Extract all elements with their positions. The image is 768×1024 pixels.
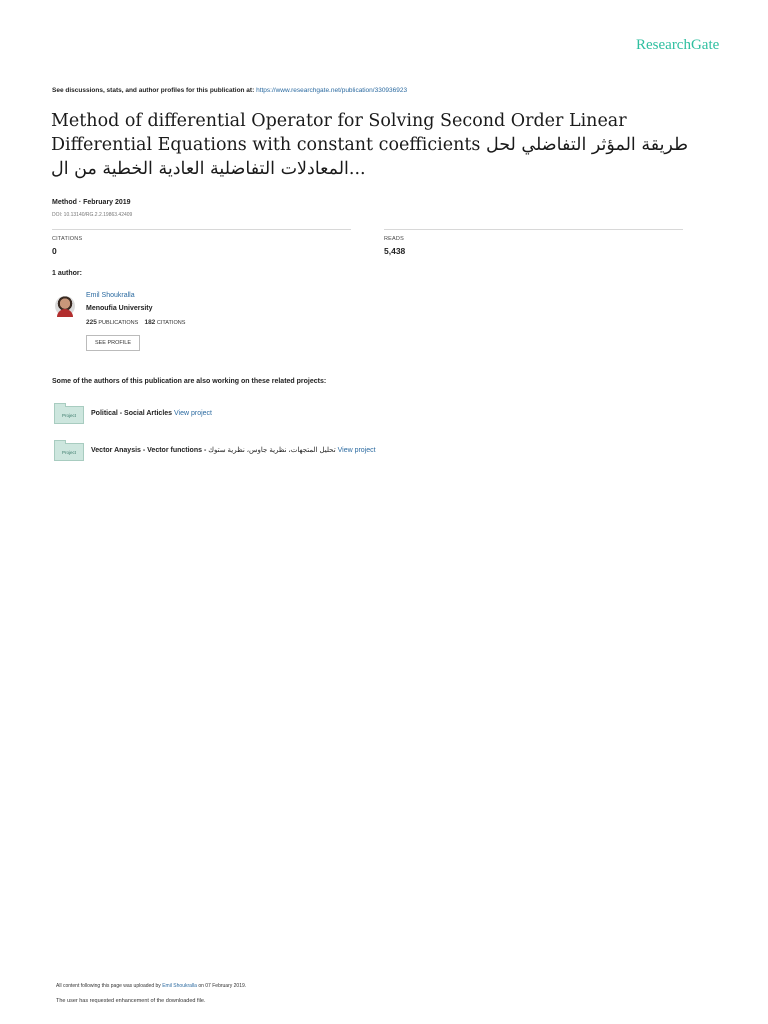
project-title: Political - Social Articles [91,410,173,417]
discussion-prefix: See discussions, stats, and author profiles for this publication at: [52,87,255,94]
author-citations-label: CITATIONS [156,320,186,326]
authors-heading: 1 author: [52,270,82,277]
reads-value: 5,438 [384,246,406,256]
discussion-line [52,87,407,94]
see-profile-button[interactable]: SEE PROFILE [86,335,140,351]
reads-label: READS [384,236,404,242]
citations-value: 0 [52,246,57,256]
view-project-link[interactable]: View project [337,447,376,454]
upload-note [56,983,246,989]
project-badge-label: Project [61,412,76,418]
author-institution: Menoufia University [86,305,153,312]
author-citations-count: 182 [144,319,156,326]
publication-title: Method of differential Operator for Solving Second Order Linear Differential Equations with constant coefficients طريقة المؤثر التفاضلي لحل المعادلات التفاضلية العادية الخطية من ال... [51,111,689,179]
citations-label: CITATIONS [52,236,83,242]
author-publications-count: 225 [86,319,97,326]
project-arabic-title: تحليل المتجهات، نظرية جاوس، نظرية ستوك [208,447,336,454]
project-badge-label: Project [61,449,76,455]
publication-url-link[interactable]: https://www.researchgate.net/publication/330936923 [256,87,408,94]
project-title: Vector Anaysis - Vector functions - [91,447,207,454]
upload-prefix: All content following this page was uploaded by [56,983,161,989]
citations-divider [52,229,351,230]
publication-meta: Method · February 2019 [52,199,131,206]
project-item [91,446,376,454]
related-projects-heading: Some of the authors of this publication are also working on these related projects: [52,378,327,385]
researchgate-logo[interactable]: ResearchGate [636,37,720,53]
uploader-link[interactable]: Emil Shoukralla [162,983,197,989]
project-folder-icon[interactable] [54,443,84,461]
publication-doi: DOI: 10.13140/RG.2.2.19863.42409 [52,212,133,218]
project-item [91,410,212,417]
project-folder-icon[interactable] [54,406,84,424]
author-publications-label: PUBLICATIONS [98,320,139,326]
reads-divider [384,229,683,230]
author-stats [86,319,185,326]
upload-suffix: on 07 February 2019. [198,983,247,989]
enhancement-note: The user has requested enhancement of the downloaded file. [56,998,206,1004]
view-project-link[interactable]: View project [174,410,213,417]
author-name-link[interactable]: Emil Shoukralla [86,292,135,299]
